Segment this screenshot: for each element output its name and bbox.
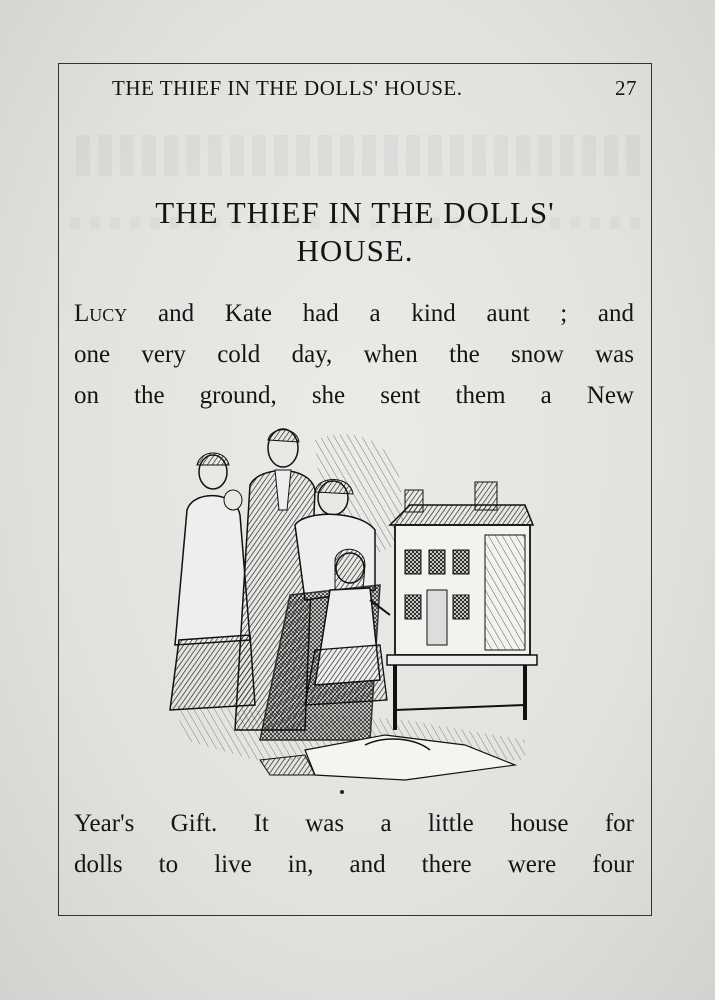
paragraph-2-line-1: Year's Gift. It was a little house for — [74, 810, 634, 837]
chapter-title-line-2: HOUSE. — [296, 233, 414, 268]
paragraph-1-line-1-text: and Kate had a kind aunt ; and — [127, 300, 634, 327]
running-head — [112, 76, 637, 106]
drop-word: Lucy — [74, 300, 128, 327]
paragraph-1-line-2: one very cold day, when the snow was — [74, 341, 634, 368]
paragraph-1-line-3: on the ground, she sent them a New — [74, 382, 634, 409]
paragraph-2-line-2: dolls to live in, and there were four — [74, 851, 634, 878]
chapter-title — [70, 194, 640, 270]
running-title: THE THIEF IN THE DOLLS' HOUSE. — [112, 76, 463, 100]
paragraph-1 — [74, 293, 634, 416]
chapter-title-line-1: THE THIEF IN THE DOLLS' — [155, 195, 555, 230]
printers-mark — [340, 790, 344, 794]
paragraph-2 — [74, 803, 634, 885]
paragraph-1-line-1 — [74, 293, 634, 334]
page-number: 27 — [615, 76, 637, 100]
engraving-family-with-dolls-house-icon — [165, 420, 550, 790]
